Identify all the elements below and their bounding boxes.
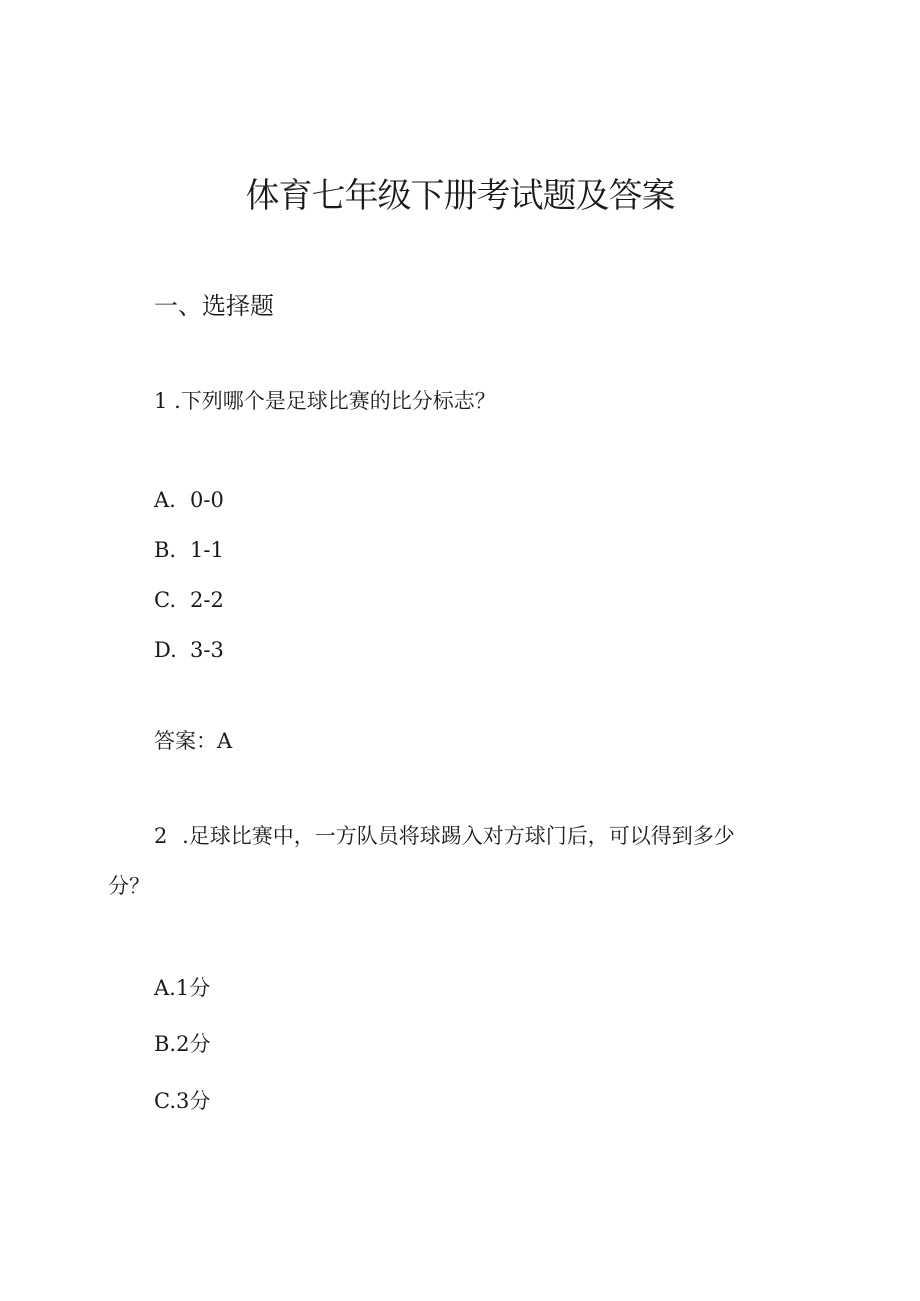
option-letter: A. xyxy=(154,488,176,512)
question-2-text-line2: 分？ xyxy=(108,874,150,898)
option-text: 2-2 xyxy=(190,588,224,612)
option-text: 0-0 xyxy=(190,488,224,512)
answer-label: 答案： xyxy=(154,729,217,753)
question-2-option-c: C.3分 xyxy=(154,1089,211,1113)
option-letter: B. xyxy=(154,538,177,562)
answer-value: A xyxy=(217,729,233,753)
question-2-text-line1 xyxy=(154,821,735,851)
section-heading: 一、选择题 xyxy=(154,292,274,320)
question-number: 2 xyxy=(154,824,168,848)
question-1-option-d xyxy=(154,635,224,665)
option-letter: D. xyxy=(154,638,177,662)
option-letter: C. xyxy=(154,588,176,612)
option-text: 1-1 xyxy=(190,538,224,562)
option-text: 3-3 xyxy=(190,638,224,662)
question-text: .下列哪个是足球比赛的比分标志？ xyxy=(174,389,496,413)
question-1-text xyxy=(154,386,496,416)
question-text: .足球比赛中，一方队员将球踢入对方球门后，可以得到多少 xyxy=(182,824,735,848)
document-title: 体育七年级下册考试题及答案 xyxy=(245,176,675,216)
question-1-option-b xyxy=(154,535,224,565)
question-1-answer xyxy=(154,726,232,756)
question-2-option-b: B.2分 xyxy=(154,1032,211,1056)
question-2-option-a: A.1分 xyxy=(154,976,211,1000)
question-1-option-c xyxy=(154,585,224,615)
question-number: 1 xyxy=(154,389,168,413)
question-1-option-a xyxy=(154,485,224,515)
